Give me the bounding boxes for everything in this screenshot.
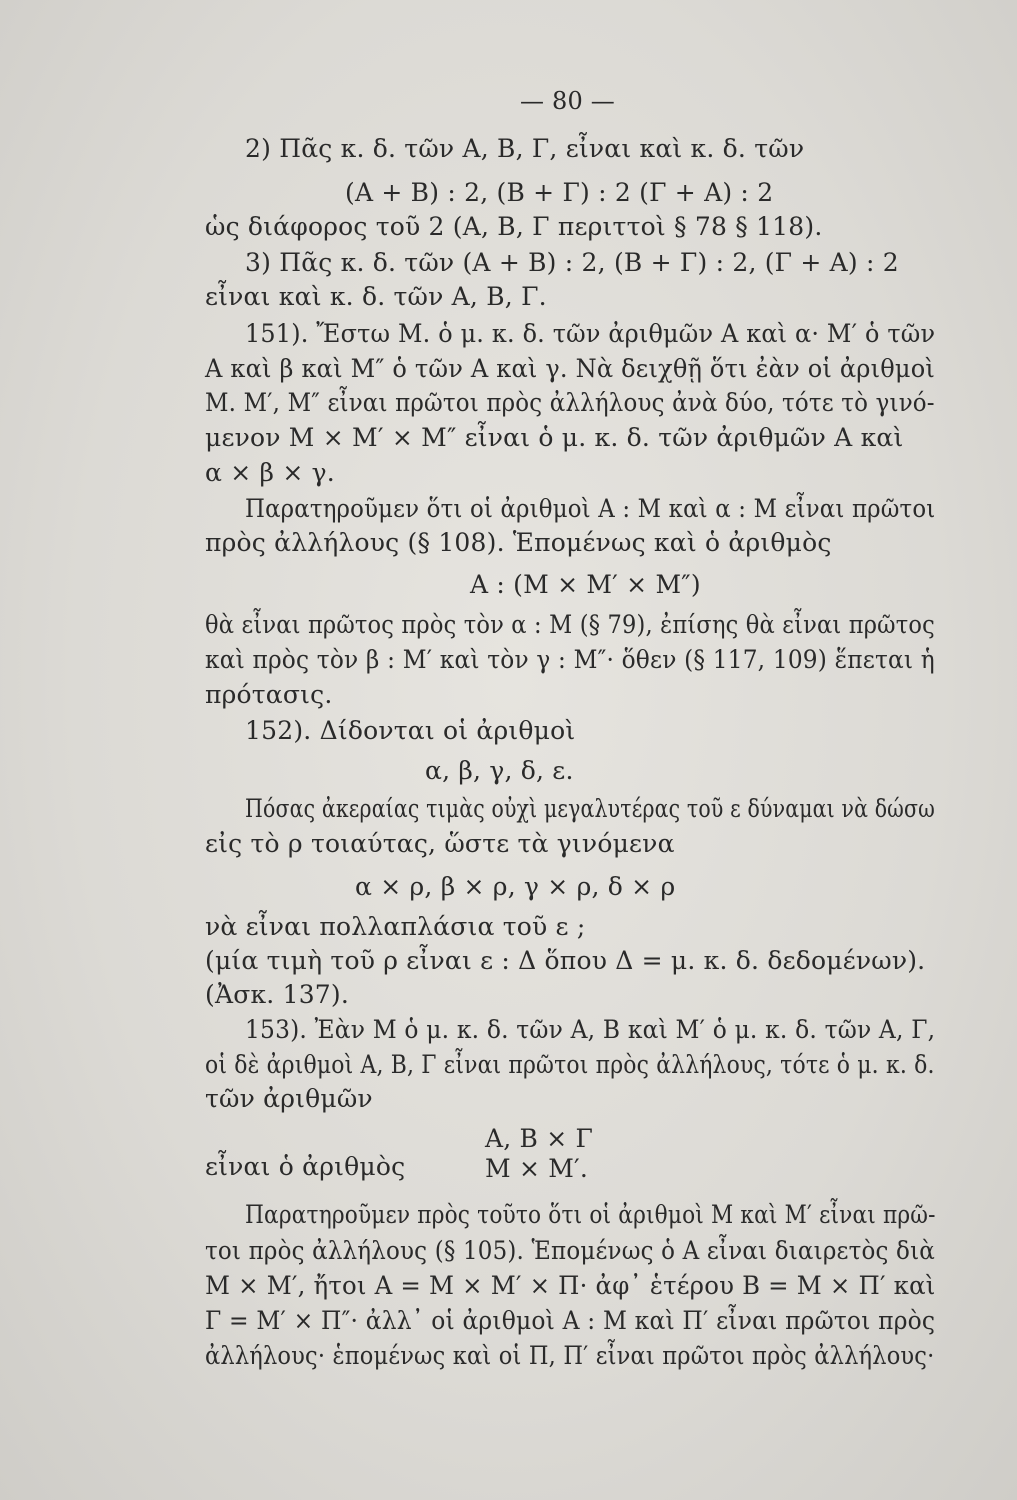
formula-line: Μ × Μ′.: [485, 1154, 589, 1183]
text-line: 153). Ἐὰν Μ ὁ μ. κ. δ. τῶν Α, Β καὶ Μ′ ὁ μ. κ. δ. τῶν Α, Γ,: [245, 1015, 936, 1044]
text-line: 3) Πᾶς κ. δ. τῶν (Α + Β) : 2, (Β + Γ) : 2, (Γ + Α) : 2: [245, 248, 899, 277]
formula-line: (Α + Β) : 2, (Β + Γ) : 2 (Γ + Α) : 2: [345, 178, 774, 207]
text-line: τοι πρὸς ἀλλήλους (§ 105). Ἑπομένως ὁ Α εἶναι διαιρετὸς διὰ: [205, 1236, 935, 1265]
text-line: 152). Δίδονται οἱ ἀριθμοὶ: [245, 716, 576, 745]
text-line: 151). Ἔστω Μ. ὁ μ. κ. δ. τῶν ἀριθμῶν Α καὶ α· Μ′ ὁ τῶν: [245, 319, 936, 348]
text-line: θὰ εἶναι πρῶτος πρὸς τὸν α : Μ (§ 79), ἐπίσης θὰ εἶναι πρῶτος: [205, 610, 935, 639]
text-line: οἱ δὲ ἀριθμοὶ Α, Β, Γ εἶναι πρῶτοι πρὸς ἀλλήλους, τότε ὁ μ. κ. δ.: [205, 1050, 935, 1079]
text-line: ὡς διάφορος τοῦ 2 (Α, Β, Γ περιττοὶ § 78 § 118).: [205, 212, 823, 241]
text-line: Πόσας ἀκεραίας τιμὰς οὐχὶ μεγαλυτέρας τοῦ ε δύναμαι νὰ δώσω: [245, 794, 935, 823]
text-line: Γ = Μ′ × Π″· ἀλλ᾽ οἱ ἀριθμοὶ Α : Μ καὶ Π′ εἶναι πρῶτοι πρὸς: [205, 1306, 936, 1335]
text-line: Παρατηροῦμεν πρὸς τοῦτο ὅτι οἱ ἀριθμοὶ Μ καὶ Μ′ εἶναι πρῶ-: [245, 1200, 936, 1229]
text-line: εἰς τὸ ρ τοιαύτας, ὥστε τὰ γινόμενα: [205, 829, 675, 858]
text-line: Μ × Μ′, ἤτοι Α = Μ × Μ′ × Π· ἀφ᾽ ἑτέρου Β = Μ × Π′ καὶ: [205, 1271, 936, 1300]
text-line: (Ἀσκ. 137).: [205, 980, 350, 1009]
text-line: Παρατηροῦμεν ὅτι οἱ ἀριθμοὶ Α : Μ καὶ α : Μ εἶναι πρῶτοι: [245, 494, 936, 523]
text-line: α × β × γ.: [205, 458, 335, 487]
text-line: ἀλλήλους· ἑπομένως καὶ οἱ Π, Π′ εἶναι πρῶτοι πρὸς ἀλλήλους·: [205, 1341, 935, 1370]
formula-line: Α, Β × Γ: [485, 1124, 594, 1153]
formula-line: α × ρ, β × ρ, γ × ρ, δ × ρ: [355, 872, 676, 901]
text-line: Μ. Μ′, Μ″ εἶναι πρῶτοι πρὸς ἀλλήλους ἀνὰ δύο, τότε τὸ γινό-: [205, 388, 935, 417]
text-line: πρὸς ἀλλήλους (§ 108). Ἑπομένως καὶ ὁ ἀριθμὸς: [205, 528, 832, 557]
text-line: Α καὶ β καὶ Μ″ ὁ τῶν Α καὶ γ. Νὰ δειχθῇ ὅτι ἐὰν οἱ ἀριθμοὶ: [205, 354, 936, 383]
text-line: (μία τιμὴ τοῦ ρ εἶναι ε : Δ ὅπου Δ = μ. κ. δ. δεδομένων).: [205, 946, 926, 975]
text-line: 2) Πᾶς κ. δ. τῶν Α, Β, Γ, εἶναι καὶ κ. δ. τῶν: [245, 134, 805, 163]
formula-line: α, β, γ, δ, ε.: [425, 756, 574, 785]
text-line: πρότασις.: [205, 680, 333, 709]
formula-line: Α : (Μ × Μ′ × Μ″): [470, 570, 701, 599]
text-line: εἶναι καὶ κ. δ. τῶν Α, Β, Γ.: [205, 282, 547, 311]
text-line: τῶν ἀριθμῶν: [205, 1084, 373, 1113]
text-line: νὰ εἶναι πολλαπλάσια τοῦ ε ;: [205, 912, 586, 941]
text-line: εἶναι ὁ ἀριθμὸς: [205, 1152, 406, 1181]
page-number: — 80 —: [520, 87, 615, 115]
text-line: μενον Μ × Μ′ × Μ″ εἶναι ὁ μ. κ. δ. τῶν ἀριθμῶν Α καὶ: [205, 423, 904, 452]
text-line: καὶ πρὸς τὸν β : Μ′ καὶ τὸν γ : Μ″· ὅθεν (§ 117, 109) ἕπεται ἡ: [205, 645, 935, 674]
